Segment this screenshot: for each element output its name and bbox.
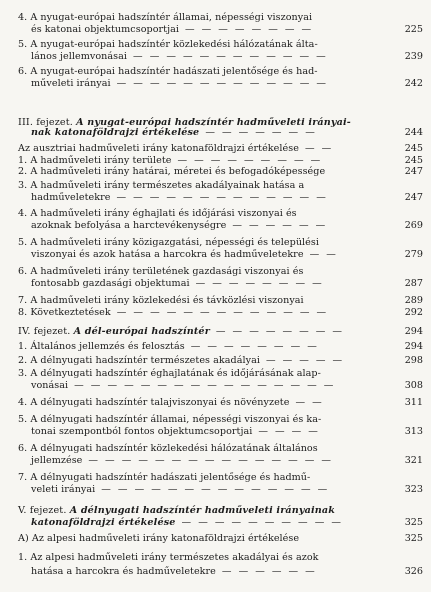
leader-dashes: — — — — — — — —: [190, 341, 319, 352]
chapter-number: V. fejezet.: [18, 505, 67, 516]
chapter-title-text: katonaföldrajzi értékelése: [31, 517, 176, 528]
toc-entry-text: 6. A nyugat-európai hadszíntér hadászati jelentősége és had-: [18, 66, 318, 77]
chapter-heading: [0, 326, 431, 338]
toc-entry-line: [0, 380, 431, 392]
toc-entry-line: [0, 295, 431, 307]
toc-entry-text: hadműveletekre: [31, 192, 111, 203]
toc-entry-text: 7. A hadműveleti irány közlekedési és távközlési viszonyai: [18, 295, 304, 306]
toc-entry-text: azoknak befolyása a harctevékenységre: [31, 220, 227, 231]
leader-dashes: — — — — — —: [221, 566, 317, 577]
toc-entry-line: [0, 78, 431, 90]
chapter-title-text: A délnyugati hadszíntér hadműveleti irányainak: [69, 505, 336, 516]
toc-entry-text: 4. A hadműveleti irány éghajlati és időjárási viszonyai és: [18, 208, 297, 219]
toc-entry-line: [0, 341, 431, 353]
toc-entry-line: [0, 355, 431, 367]
toc-entry-text: 1. Az alpesi hadműveleti irány természetes akadályai és azok: [18, 552, 319, 563]
toc-entry-text: 2. A hadműveleti irány határai, méretei és befogadóképessége: [18, 166, 326, 177]
toc-entry-text: 4. A nyugat-európai hadszíntér államai, népességi viszonyai: [18, 12, 313, 23]
page-number: 325: [404, 533, 423, 544]
page-number: 294: [404, 326, 423, 337]
toc-entry-line: [0, 397, 431, 409]
page-number: 326: [404, 566, 423, 577]
toc-entry-text: műveleti irányai: [31, 78, 111, 89]
leader-dashes: — —: [304, 143, 334, 154]
leader-dashes: — — — — — — — — — — — — —: [116, 192, 328, 203]
toc-entry-text: 1. A hadműveleti irány területe: [18, 155, 172, 166]
toc-entry-line: [0, 39, 431, 51]
toc-entry-text: A) Az alpesi hadműveleti irány katonaföldrajzi értékelése: [18, 533, 300, 544]
page-number: 325: [404, 517, 423, 528]
toc-entry-text: jellemzése: [31, 455, 83, 466]
page-number: 308: [404, 380, 423, 391]
chapter-title: [31, 127, 199, 139]
leader-dashes: — — — — — — — — — —: [181, 517, 343, 528]
leader-dashes: — — — — — —: [232, 220, 328, 231]
toc-entry-line: [0, 249, 431, 261]
toc-entry-text: és katonai objektumcsoportjai: [31, 24, 179, 35]
toc-entry-line: [0, 12, 431, 24]
toc-entry-line: [0, 533, 431, 545]
leader-dashes: — — — — — — — —: [185, 24, 314, 35]
page-number: 279: [404, 249, 423, 260]
page-number: 313: [404, 426, 423, 437]
page-number: 244: [404, 127, 423, 138]
toc-entry-text: fontosabb gazdasági objektumai: [31, 278, 190, 289]
leader-dashes: — — — — — — — — —: [177, 155, 323, 166]
toc-entry-text: 3. A hadműveleti irány természetes akadályainak hatása a: [18, 180, 305, 191]
toc-entry-text: 7. A délnyugati hadszíntér hadászati jelentősége és hadmű-: [18, 472, 311, 483]
page-number: 321: [404, 455, 423, 466]
chapter-heading: [0, 127, 431, 139]
chapter-title: [18, 505, 335, 517]
toc-entry-line: [0, 208, 431, 220]
toc-entry-line: [0, 66, 431, 78]
leader-dashes: — — — — — — — — — — — —: [133, 51, 328, 62]
toc-entry-line: [0, 166, 431, 178]
toc-entry-line: [0, 472, 431, 484]
leader-dashes: — — — — — — — — — — — — — — —: [88, 455, 334, 466]
toc-entry-line: [0, 220, 431, 232]
page-number: 269: [404, 220, 423, 231]
toc-entry-text: 5. A hadműveleti irány közigazgatási, népességi és települési: [18, 237, 319, 248]
toc-entry-text: 2. A délnyugati hadszíntér természetes akadályai: [18, 355, 260, 366]
page-number: 245: [404, 143, 423, 154]
toc-entry-line: [0, 237, 431, 249]
chapter-title-text: A dél-európai hadszíntér: [73, 326, 210, 337]
leader-dashes: — — — — — — — — — — — — —: [116, 78, 328, 89]
toc-entry-line: [0, 51, 431, 63]
chapter-title: [31, 517, 176, 529]
toc-entry-line: [0, 414, 431, 426]
toc-entry-text: 6. A hadműveleti irány területének gazdasági viszonyai és: [18, 266, 304, 277]
leader-dashes: — — — — — — — — — — — — — —: [101, 484, 330, 495]
chapter-number: III. fejezet.: [18, 117, 73, 128]
toc-entry-text: 6. A délnyugati hadszíntér közlekedési hálózatának általános: [18, 443, 318, 454]
toc-entry-line: [0, 455, 431, 467]
leader-dashes: — — — — — — — — — — — — —: [116, 307, 329, 318]
page-number: 247: [404, 166, 423, 177]
page-number: 242: [404, 78, 423, 89]
page-number: 287: [404, 278, 423, 289]
toc-entry-line: [0, 307, 431, 319]
toc-entry-text: Az ausztriai hadműveleti irány katonaföldrajzi értékelése: [18, 143, 299, 154]
toc-entry-text: 1. Általános jellemzés és felosztás: [18, 341, 185, 352]
page-number: 294: [404, 341, 423, 352]
toc-entry-line: [0, 266, 431, 278]
page-number: 289: [404, 295, 423, 306]
toc-entry-text: lános jellemvonásai: [31, 51, 128, 62]
chapter-title-text: nak katonaföldrajzi értékelése: [31, 127, 200, 138]
toc-entry-text: tonai szempontból fontos objektumcsoportjai: [31, 426, 253, 437]
toc-entry-line: [0, 552, 431, 564]
toc-entry-text: viszonyai és azok hatása a harcokra és hadműveletekre: [31, 249, 304, 260]
leader-dashes: — —: [309, 249, 338, 260]
toc-entry-text: 5. A délnyugati hadszíntér államai, népességi viszonyai és ka-: [18, 414, 322, 425]
chapter-heading: [0, 517, 431, 529]
toc-entry-line: [0, 192, 431, 204]
chapter-title-text: A nyugat-európai hadszíntér hadműveleti irányai-: [76, 117, 351, 128]
toc-entry-line: [0, 24, 431, 36]
leader-dashes: — — — — — — — —: [215, 326, 345, 337]
leader-dashes: — — — — —: [265, 355, 345, 366]
leader-dashes: — — — — — — —: [205, 127, 317, 138]
page-number: 225: [404, 24, 423, 35]
toc-entry-text: 5. A nyugat-európai hadszíntér közlekedési hálózatának álta-: [18, 39, 318, 50]
toc-entry-text: vonásai: [31, 380, 69, 391]
page-number: 298: [404, 355, 423, 366]
toc-entry-text: hatása a harcokra és hadműveletekre: [31, 566, 216, 577]
toc-entry-line: [0, 566, 431, 578]
toc-entry-text: 8. Következtetések: [18, 307, 111, 318]
page-number: 247: [404, 192, 423, 203]
page-number: 292: [404, 307, 423, 318]
leader-dashes: — — — —: [258, 426, 320, 437]
toc-entry-line: [0, 443, 431, 455]
page-number: 239: [404, 51, 423, 62]
chapter-heading: [0, 505, 431, 517]
page-number: 323: [404, 484, 423, 495]
toc-entry-line: [0, 180, 431, 192]
toc-entry-line: [0, 278, 431, 290]
page-number: 311: [404, 397, 423, 408]
leader-dashes: — —: [295, 397, 324, 408]
toc-entry-text: veleti irányai: [31, 484, 96, 495]
leader-dashes: — — — — — — — —: [195, 278, 324, 289]
toc-entry-line: [0, 484, 431, 496]
toc-entry-line: [0, 426, 431, 438]
chapter-number: IV. fejezet.: [18, 326, 71, 337]
page-number: 245: [404, 155, 423, 166]
leader-dashes: — — — — — — — — — — — — — — — —: [74, 380, 336, 391]
toc-entry-text: 3. A délnyugati hadszíntér éghajlatának és időjárásának alap-: [18, 368, 321, 379]
toc-entry-text: 4. A délnyugati hadszíntér talajviszonyai és növényzete: [18, 397, 290, 408]
chapter-title: [18, 326, 210, 338]
toc-entry-line: [0, 143, 431, 155]
toc-entry-line: [0, 368, 431, 380]
